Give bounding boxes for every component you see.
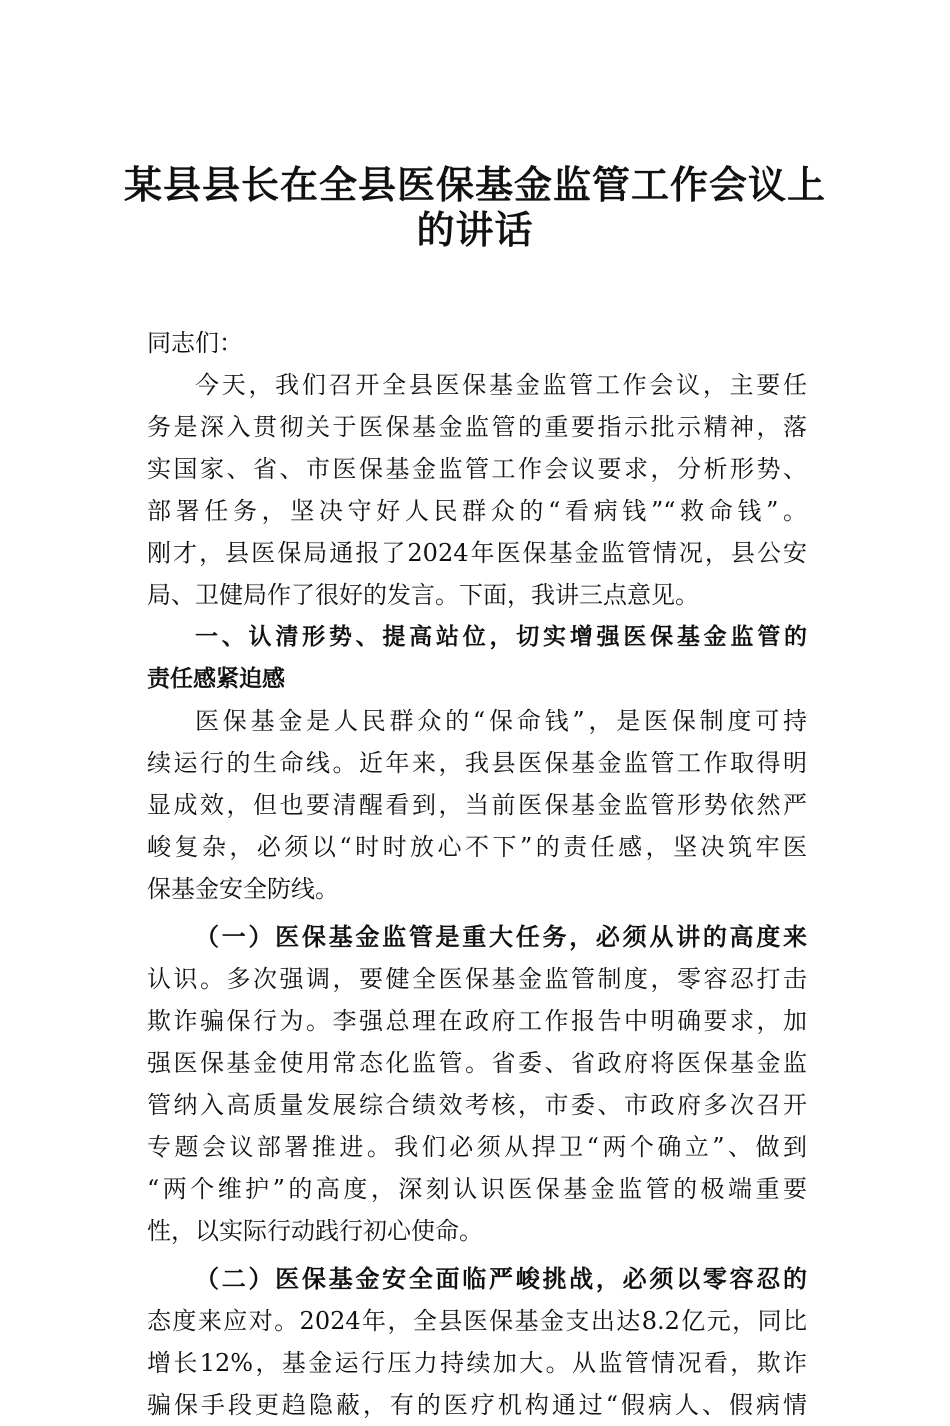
paragraph-line: 显成效，但也要清醒看到，当前医保基金监管形势依然严 xyxy=(147,791,807,819)
paragraph-line: 今天，我们召开全县医保基金监管工作会议，主要任 xyxy=(195,371,807,399)
paragraph-line: 性，以实际行动践行初心使命。 xyxy=(147,1217,483,1245)
document-body xyxy=(147,322,807,1426)
paragraph-line: 峻复杂，必须以“时时放心不下”的责任感，坚决筑牢医 xyxy=(147,833,807,861)
paragraph-line: 续运行的生命线。近年来，我县医保基金监管工作取得明 xyxy=(147,749,807,777)
paragraph-line: 部署任务，坚决守好人民群众的“看病钱”“救命钱”。 xyxy=(147,497,807,525)
paragraph-line: 管纳入高质量发展综合绩效考核，市委、市政府多次召开 xyxy=(147,1091,807,1119)
paragraph-line: 实国家、省、市医保基金监管工作会议要求，分析形势、 xyxy=(147,455,807,483)
paragraph-line: 医保基金是人民群众的“保命钱”，是医保制度可持 xyxy=(195,707,807,735)
paragraph-line: 刚才，县医保局通报了2024年医保基金监管情况，县公安 xyxy=(147,539,807,567)
paragraph-line: 态度来应对。2024年，全县医保基金支出达8.2亿元，同比 xyxy=(147,1307,807,1335)
paragraph-line: 增长12%，基金运行压力持续加大。从监管情况看，欺诈 xyxy=(147,1349,807,1377)
paragraph-line: 骗保手段更趋隐蔽，有的医疗机构通过“假病人、假病情 xyxy=(147,1391,807,1419)
paragraph-line: 局、卫健局作了很好的发言。下面，我讲三点意见。 xyxy=(147,581,699,609)
section-heading-line: 一、认清形势、提高站位，切实增强医保基金监管的 xyxy=(195,624,807,650)
document-title-line1: 某县县长在全县医保基金监管工作会议上 xyxy=(123,162,826,207)
section-heading-line: 责任感紧迫感 xyxy=(147,666,285,692)
paragraph-line: 专题会议部署推进。我们必须从捍卫“两个确立”、做到 xyxy=(147,1133,807,1161)
paragraph-line: 欺诈骗保行为。李强总理在政府工作报告中明确要求，加 xyxy=(147,1007,807,1035)
paragraph-line: “两个维护”的高度，深刻认识医保基金监管的极端重要 xyxy=(147,1175,807,1203)
paragraph-line: 保基金安全防线。 xyxy=(147,875,339,903)
subsection-heading-line: （二）医保基金安全面临严峻挑战，必须以零容忍的 xyxy=(195,1264,807,1293)
paragraph-line: 务是深入贯彻关于医保基金监管的重要指示批示精神，落 xyxy=(147,413,807,441)
document-title-line2: 的讲话 xyxy=(416,207,534,252)
subsection-heading-line: （一）医保基金监管是重大任务，必须从讲的高度来 xyxy=(195,922,807,951)
paragraph-line: 强医保基金使用常态化监管。省委、省政府将医保基金监 xyxy=(147,1049,807,1077)
paragraph-line: 认识。多次强调，要健全医保基金监管制度，零容忍打击 xyxy=(147,965,807,993)
salutation: 同志们： xyxy=(147,329,243,357)
